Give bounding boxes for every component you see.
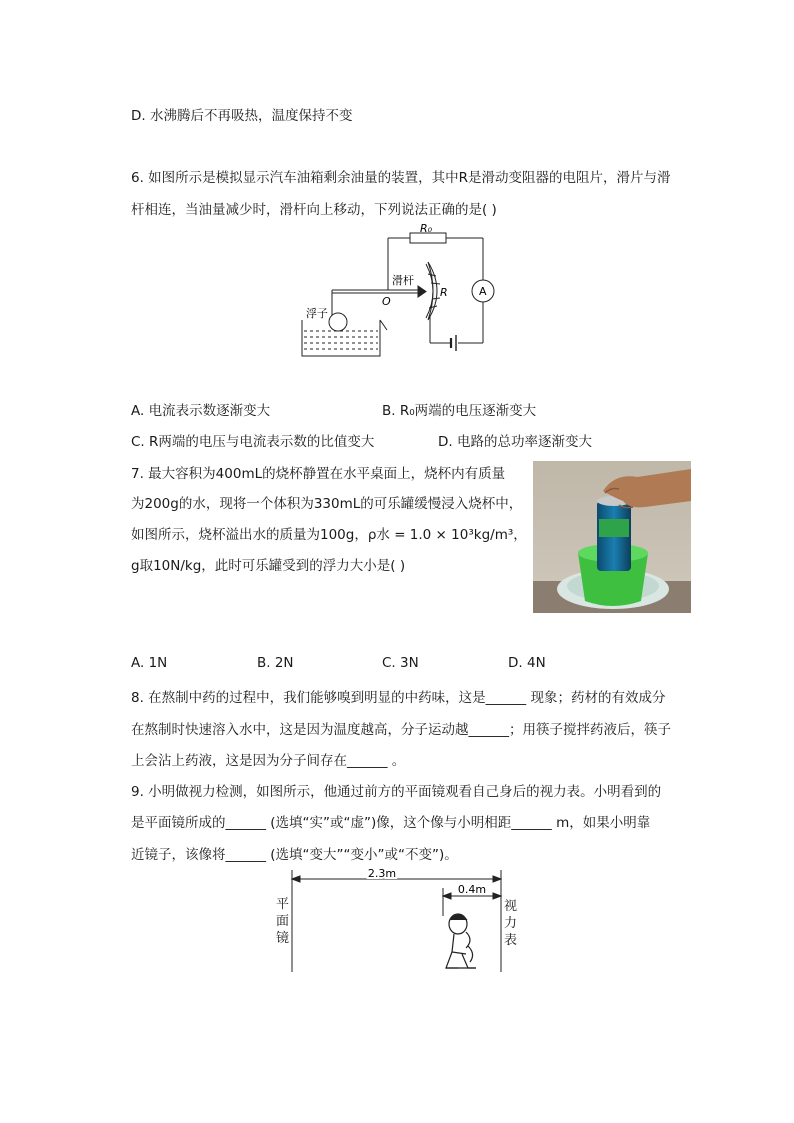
q8-line3: 上会沾上药液，这是因为分子间存在______ 。 [131,753,406,769]
q7-option-d: D. 4N [508,655,546,671]
q6-resistor-label: R [440,286,448,299]
q9-line3: 近镜子，该像将______ (选填“变大”“变小”或“不变”)。 [131,847,458,863]
q9-person-icon [446,914,476,968]
q9-line1: 9. 小明做视力检测，如图所示，他通过前方的平面镜观看自己身后的视力表。小明看到的 [131,784,662,800]
q7-option-c: C. 3N [382,655,419,671]
q9-total-distance-label: 2.3m [367,867,397,880]
q9-vision-test-figure [270,866,530,978]
q5-option-d: D. 水沸腾后不再吸热，温度保持不变 [131,108,353,124]
q6-circuit-figure [290,218,500,363]
q7-line1: 7. 最大容积为400mL的烧杯静置在水平桌面上，烧杯内有质量 [131,466,506,482]
q9-person-distance-label: 0.4m [457,883,487,896]
q6-float [329,313,347,331]
q6-float-label: 浮子 [306,307,328,320]
q6-ammeter-label: A [479,285,487,298]
q9-chart-label: 视力表 [504,899,518,948]
q7-option-a: A. 1N [131,655,168,671]
q7-line3: 如图所示，烧杯溢出水的质量为100g，ρ水 = 1.0 × 10³kg/m³， [131,527,527,543]
q8-line1: 8. 在熬制中药的过程中，我们能够嗅到明显的中药味，这是______ 现象；药材的有效成分 [131,690,666,706]
q7-line4: g取10N/kg，此时可乐罐受到的浮力大小是( ) [131,558,406,574]
q6-option-c: C. R两端的电压与电流表示数的比值变大 [131,434,375,450]
q9-mirror-label: 平面镜 [276,897,290,946]
q7-line2: 为200g的水，现将一个体积为330mL的可乐罐缓慢浸入烧杯中， [131,496,523,512]
q7-option-b: B. 2N [257,655,294,671]
q7-photo-can-in-beaker [533,461,691,613]
q9-line2: 是平面镜所成的______ (选填“实”或“虚”)像，这个像与小明相距______ m，如果小明靠 [131,815,651,831]
q6-pivot-label: O [382,295,391,308]
q8-line2: 在熬制时快速溶入水中，这是因为温度越高，分子运动越______；用筷子搅拌药液后，筷子 [131,722,671,738]
q6-r0-label: R₀ [420,222,433,235]
q6-rod-label: 滑杆 [392,274,414,287]
q6-option-a: A. 电流表示数逐渐变大 [131,403,271,419]
q6-option-d: D. 电路的总功率逐渐变大 [438,434,592,450]
q6-stem-line2: 杆相连，当油量减少时，滑杆向上移动，下列说法正确的是( ) [131,202,497,218]
q6-stem-line1: 6. 如图所示是模拟显示汽车油箱剩余油量的装置，其中R是滑动变阻器的电阻片，滑片与滑 [131,170,671,186]
q6-option-b: B. R₀两端的电压逐渐变大 [382,403,537,419]
